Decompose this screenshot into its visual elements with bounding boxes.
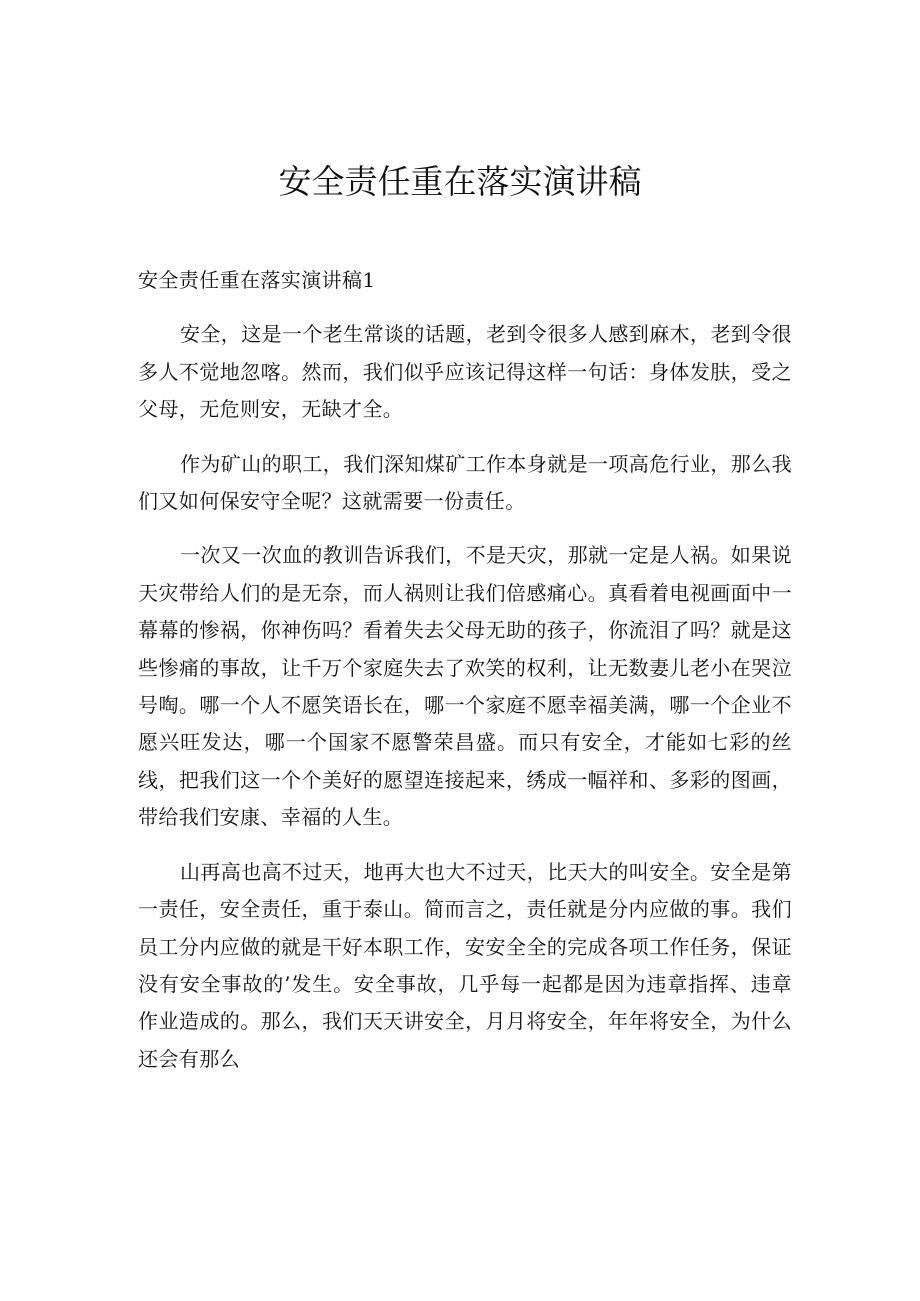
document-title: 安全责任重在落实演讲稿 <box>278 162 642 201</box>
paragraph-3: 一次又一次血的教训告诉我们，不是天灾，那就一定是人祸。如果说天灾带给人们的是无奈，而人祸则让我们倍感痛心。真看着电视画面中一幕幕的惨祸，你神伤吗？看着失去父母无助的孩子，你流泪了吗？就是这些惨痛的事故，让千万个家庭失去了欢笑的权利，让无数妻儿老小在哭泣号啕。哪一个人不愿笑语长在，哪一个家庭不愿幸福美满，哪一个企业不愿兴旺发达，哪一个国家不愿警荣昌盛。而只有安全，才能如七彩的丝线，把我们这一个个美好的愿望连接起来，绣成一幅祥和、多彩的图画，带给我们安康、幸福的人生。 <box>138 543 792 830</box>
document-body <box>138 262 792 1095</box>
paragraph-2: 作为矿山的职工，我们深知煤矿工作本身就是一项高危行业，那么我们又如何保安守全呢？这就需要一份责任。 <box>138 451 792 514</box>
paragraph-4: 山再高也高不过天，地再大也大不过天，比天大的叫安全。安全是第一责任，安全责任，重于泰山。简而言之，责任就是分内应做的事。我们员工分内应做的就是干好本职工作，安安全全的完成各项工作任务，保证没有安全事故的’发生。安全事故，几乎每一起都是因为违章指挥、违章作业造成的。那么，我们天天讲安全，月月将安全，年年将安全，为什么还会有那么 <box>138 859 792 1071</box>
section-heading: 安全责任重在落实演讲稿1 <box>138 268 376 292</box>
paragraph-1: 安全，这是一个老生常谈的话题，老到令很多人感到麻木，老到令很多人不觉地忽喀。然而，我们似乎应该记得这样一句话：身体发肤，受之父母，无危则安，无缺才全。 <box>138 322 792 422</box>
